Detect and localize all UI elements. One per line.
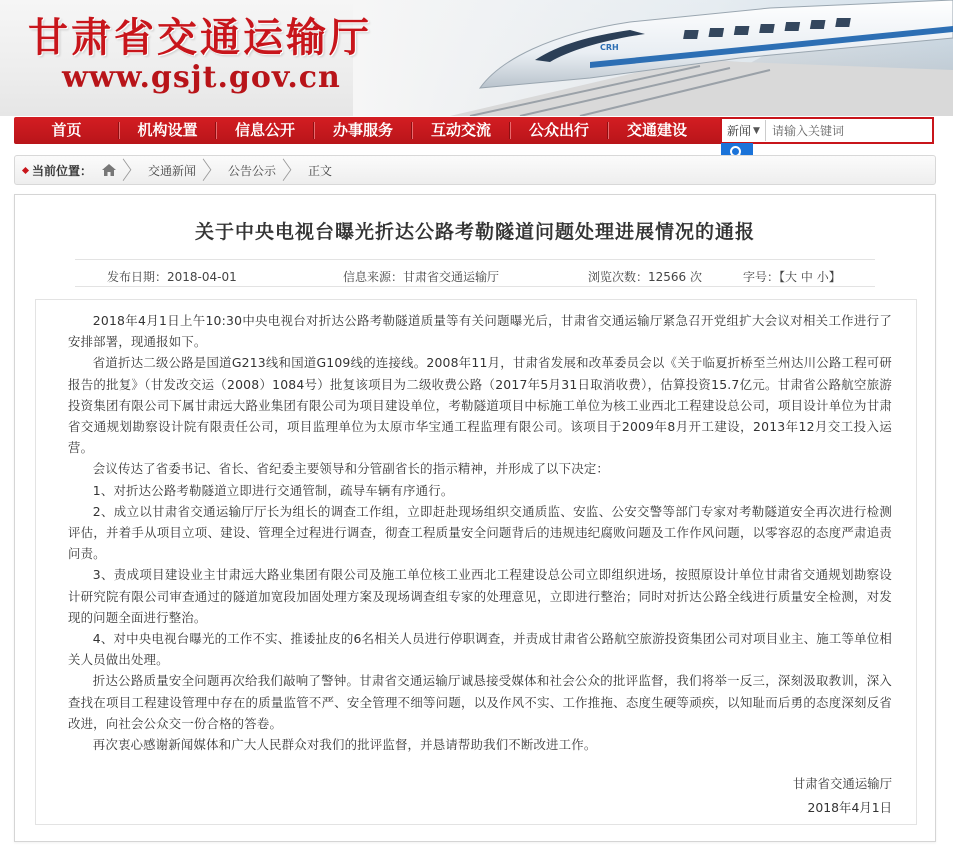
font-size-large[interactable]: 大 <box>785 270 798 284</box>
breadcrumb-separator-icon: 〉 <box>202 155 223 185</box>
info-source-value: 甘肃省交通运输厅 <box>403 270 500 284</box>
publish-date <box>107 268 237 285</box>
breadcrumb-item-news[interactable]: 交通新闻 <box>148 163 197 178</box>
nav-item-construction[interactable]: 交通建设 <box>608 117 706 144</box>
chevron-down-icon: ▼ <box>753 125 760 136</box>
font-size-control <box>743 268 841 285</box>
article-meta <box>75 259 875 287</box>
article-paragraph: 1、对折达公路考勒隧道立即进行交通管制，疏导车辆有序通行。 <box>92 482 454 498</box>
nav-item-interaction[interactable]: 互动交流 <box>412 117 510 144</box>
article-paragraph: 4、对中央电视台曝光的工作不实、推诿扯皮的6名相关人员进行停职调查，并责成甘肃省公路航空旅游投资集团公司对项目业主、施工等单位相关人员做出处理。 <box>68 631 892 668</box>
breadcrumb <box>14 155 936 185</box>
font-size-bracket-close: 】 <box>828 270 841 284</box>
site-banner <box>0 0 953 116</box>
search-box <box>720 117 934 144</box>
main-nav <box>14 117 934 144</box>
breadcrumb-separator-icon: 〉 <box>282 155 303 185</box>
search-category-select[interactable] <box>722 120 766 141</box>
article-body <box>68 310 892 755</box>
article-paragraph: 再次衷心感谢新闻媒体和广大人民群众对我们的批评监督，并恳请帮助我们不断改进工作。 <box>92 737 597 753</box>
info-source-label: 信息来源： <box>343 270 404 284</box>
publish-date-label: 发布日期： <box>107 270 168 284</box>
article-paragraph: 折达公路质量安全问题再次给我们敲响了警钟。甘肃省交通运输厅诚恳接受媒体和社会公众的批评监督，我们将举一反三，深刻汲取教训，深入查找在项目工程建设管理中存在的质量监管不严、安全管理不细等问题，以及作风不实、工作推拖、态度生硬等顽疾，以知耻而后勇的态度深刻反省改进，向社会公众交一份合格的答卷。 <box>68 673 892 731</box>
article-paragraph: 省道折达二级公路是国道G213线和国道G109线的连接线。2008年11月，甘肃省发展和改革委员会以《关于临夏折桥至兰州达川公路工程可研报告的批复》（甘发改交运（2008）1084号）批复该项目为二级收费公路（2017年5月31日取消收费），估算投资15.7亿元。甘肃省公路航空旅游投资集团有限公司下属甘肃远大路业集团有限公司为项目建设单位，考勒隧道项目中标施工单位为核工业西北工程建设总公司，项目设计单位为甘肃省交通规划勘察设计院有限责任公司，项目监理单位为太原市华宝通工程监理有限公司。该项目于2009年8月开工建设，2013年12月交工投入运营。 <box>68 355 892 456</box>
article-paragraph: 会议传达了省委书记、省长、省纪委主要领导和分管副省长的指示精神，并形成了以下决定： <box>92 461 610 477</box>
breadcrumb-item-notices[interactable]: 公告公示 <box>228 163 277 178</box>
nav-item-services[interactable]: 办事服务 <box>314 117 412 144</box>
article-paragraph: 3、责成项目建设业主甘肃远大路业集团有限公司及施工单位核工业西北工程建设总公司立即组织进场，按照原设计单位甘肃省交通规划勘察设计研究院有限公司审查通过的隧道加宽段加固处理方案及现场调查组专家的处理意见，立即进行整治；同时对折达公路全线进行质量安全检测，对发现的问题全面进行整治。 <box>68 567 892 625</box>
font-size-medium[interactable]: 中 <box>800 270 813 284</box>
nav-item-organization[interactable]: 机构设置 <box>119 117 216 144</box>
search-category-value: 新闻 <box>727 124 752 138</box>
train-illustration <box>440 0 953 116</box>
view-count-value: 12566 <box>648 270 687 284</box>
article-paragraph: 2018年4月1日上午10:30中央电视台对折达公路考勒隧道质量等有关问题曝光后，甘肃省交通运输厅紧急召开党组扩大会议对相关工作进行了安排部署，现通报如下。 <box>68 313 892 350</box>
view-count-label: 浏览次数： <box>588 270 649 284</box>
view-count <box>588 268 702 285</box>
breadcrumb-item-current: 正文 <box>308 163 333 178</box>
nav-item-home[interactable]: 首页 <box>51 121 82 139</box>
font-size-label: 字号： <box>743 270 780 284</box>
article-title: 关于中央电视台曝光折达公路考勒隧道问题处理进展情况的通报 <box>194 221 755 243</box>
breadcrumb-separator-icon: 〉 <box>122 155 143 185</box>
article-signature <box>793 772 892 820</box>
publish-date-value: 2018-04-01 <box>167 270 237 284</box>
train-logo-text: CRH <box>600 43 619 52</box>
nav-item-public-travel[interactable]: 公众出行 <box>510 117 608 144</box>
nav-item-info-disclosure[interactable]: 信息公开 <box>216 117 314 144</box>
site-title: 甘肃省交通运输厅 <box>28 14 372 61</box>
article-content <box>35 299 917 825</box>
breadcrumb-label: 当前位置： <box>32 163 93 178</box>
info-source <box>343 268 499 285</box>
article-panel <box>14 194 936 842</box>
breadcrumb-marker-icon <box>22 166 29 173</box>
search-input[interactable] <box>766 120 926 141</box>
signature-org: 甘肃省交通运输厅 <box>792 776 892 791</box>
signature-date: 2018年4月1日 <box>807 800 892 815</box>
article-paragraph: 2、成立以甘肃省交通运输厅厅长为组长的调查工作组，立即赶赴现场组织交通质监、安监、公安交警等部门专家对考勒隧道安全再次进行检测评估，并着手从项目立项、建设、管理全过程进行调查，彻查工程质量安全问题背后的违规违纪腐败问题及工作作风问题，以零容忍的态度严肃追责问责。 <box>68 503 892 562</box>
view-count-unit: 次 <box>690 270 703 284</box>
site-url: www.gsjt.gov.cn <box>62 60 341 95</box>
font-size-bracket-open: 【 <box>779 270 786 284</box>
home-icon[interactable] <box>102 164 116 176</box>
font-size-small[interactable]: 小 <box>816 270 829 284</box>
